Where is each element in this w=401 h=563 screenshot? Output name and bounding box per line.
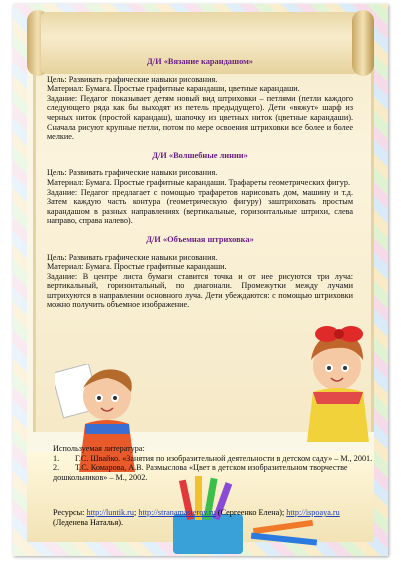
scroll-roll-right (352, 10, 374, 76)
girl-illustration (293, 324, 388, 444)
section-heading: Д/И «Волшебные линии» (152, 150, 248, 160)
section-heading: Д/И «Вязание карандашом» (147, 57, 253, 66)
resource-author: (Сергеенко Елена); (215, 508, 285, 517)
resource-link-ispoaya[interactable]: http://ispoaya.ru (286, 508, 340, 517)
section-heading: Д/И «Объемная штриховка» (146, 234, 254, 244)
paragraph: Задание: Педагог показывает детям новый вид штриховки – петлями (петли каждого следующего ряда как бы выходят из петель предыдущего). Дети «вяжут» шарф из черных ниток (простой карандаш), шапочку из цветных ниток (цветные карандаши). Сначала рисуют крупные петли, потом по мере освоения штриховки все более и более мелкие. (47, 93, 353, 142)
document-page (13, 4, 388, 556)
document-content (47, 57, 353, 310)
references-title: Используемая литература: (53, 444, 145, 453)
separator: ; (134, 508, 139, 517)
references (53, 444, 373, 482)
paragraph: Цель: Развивать графические навыки рисования. (47, 252, 218, 262)
resource-link-luntik[interactable]: http://luntik.ru (86, 508, 135, 517)
reference-item (53, 463, 373, 482)
section-1 (47, 57, 353, 142)
paragraph: Цель: Развивать графические навыки рисования. (47, 168, 218, 178)
section-3 (47, 235, 353, 310)
reference-number: 1. (53, 453, 60, 463)
paragraph: Материал: Бумага. Простые графитные карандаши, цветные карандаши. (47, 84, 300, 94)
paragraph: Задание: Педагог предлагает с помощью трафаретов нарисовать дом, машину и т.д. Затем каждую часть контура (геометрическую фигуру) заштриховать простым карандашом в разных направлениях (вертикальные, горизонтальные штрихи, слева направо, справа налево). (47, 187, 353, 226)
resources (53, 508, 373, 527)
reference-number: 2. (53, 463, 60, 473)
reference-text: Т.С. Комарова, А.В. Размыслова «Цвет в детском изобразительном творчестве дошкольников» – М., 2002. (53, 463, 348, 482)
resources-label: Ресурсы: (53, 508, 85, 517)
paragraph: Материал: Бумага. Простые графитные карандаши. (47, 262, 227, 272)
resource-author: (Леденева Наталья). (53, 517, 124, 527)
section-2 (47, 151, 353, 226)
reference-item (53, 454, 373, 464)
paragraph: Материал: Бумага. Простые графитные карандаши. Трафареты геометрических фигур. (47, 177, 350, 187)
resource-link-stranamasterov[interactable]: http://stranamasterov.ru (138, 508, 216, 517)
paragraph: Задание: В центре листа бумаги ставится точка и от нее рисуются три луча: вертикальный, горизонтальный, по диагонали. Промежутки между лучами штрихуются в направлении основного луча. Дети убеждаются: с помощью штриховки можно получить объемное изображение. (47, 271, 353, 310)
reference-text: Г.С. Швайко. «Занятия по изобразительной деятельности в детском саду» – М., 2001. (75, 453, 373, 463)
paragraph: Цель: Развивать графические навыки рисования. (47, 74, 218, 84)
